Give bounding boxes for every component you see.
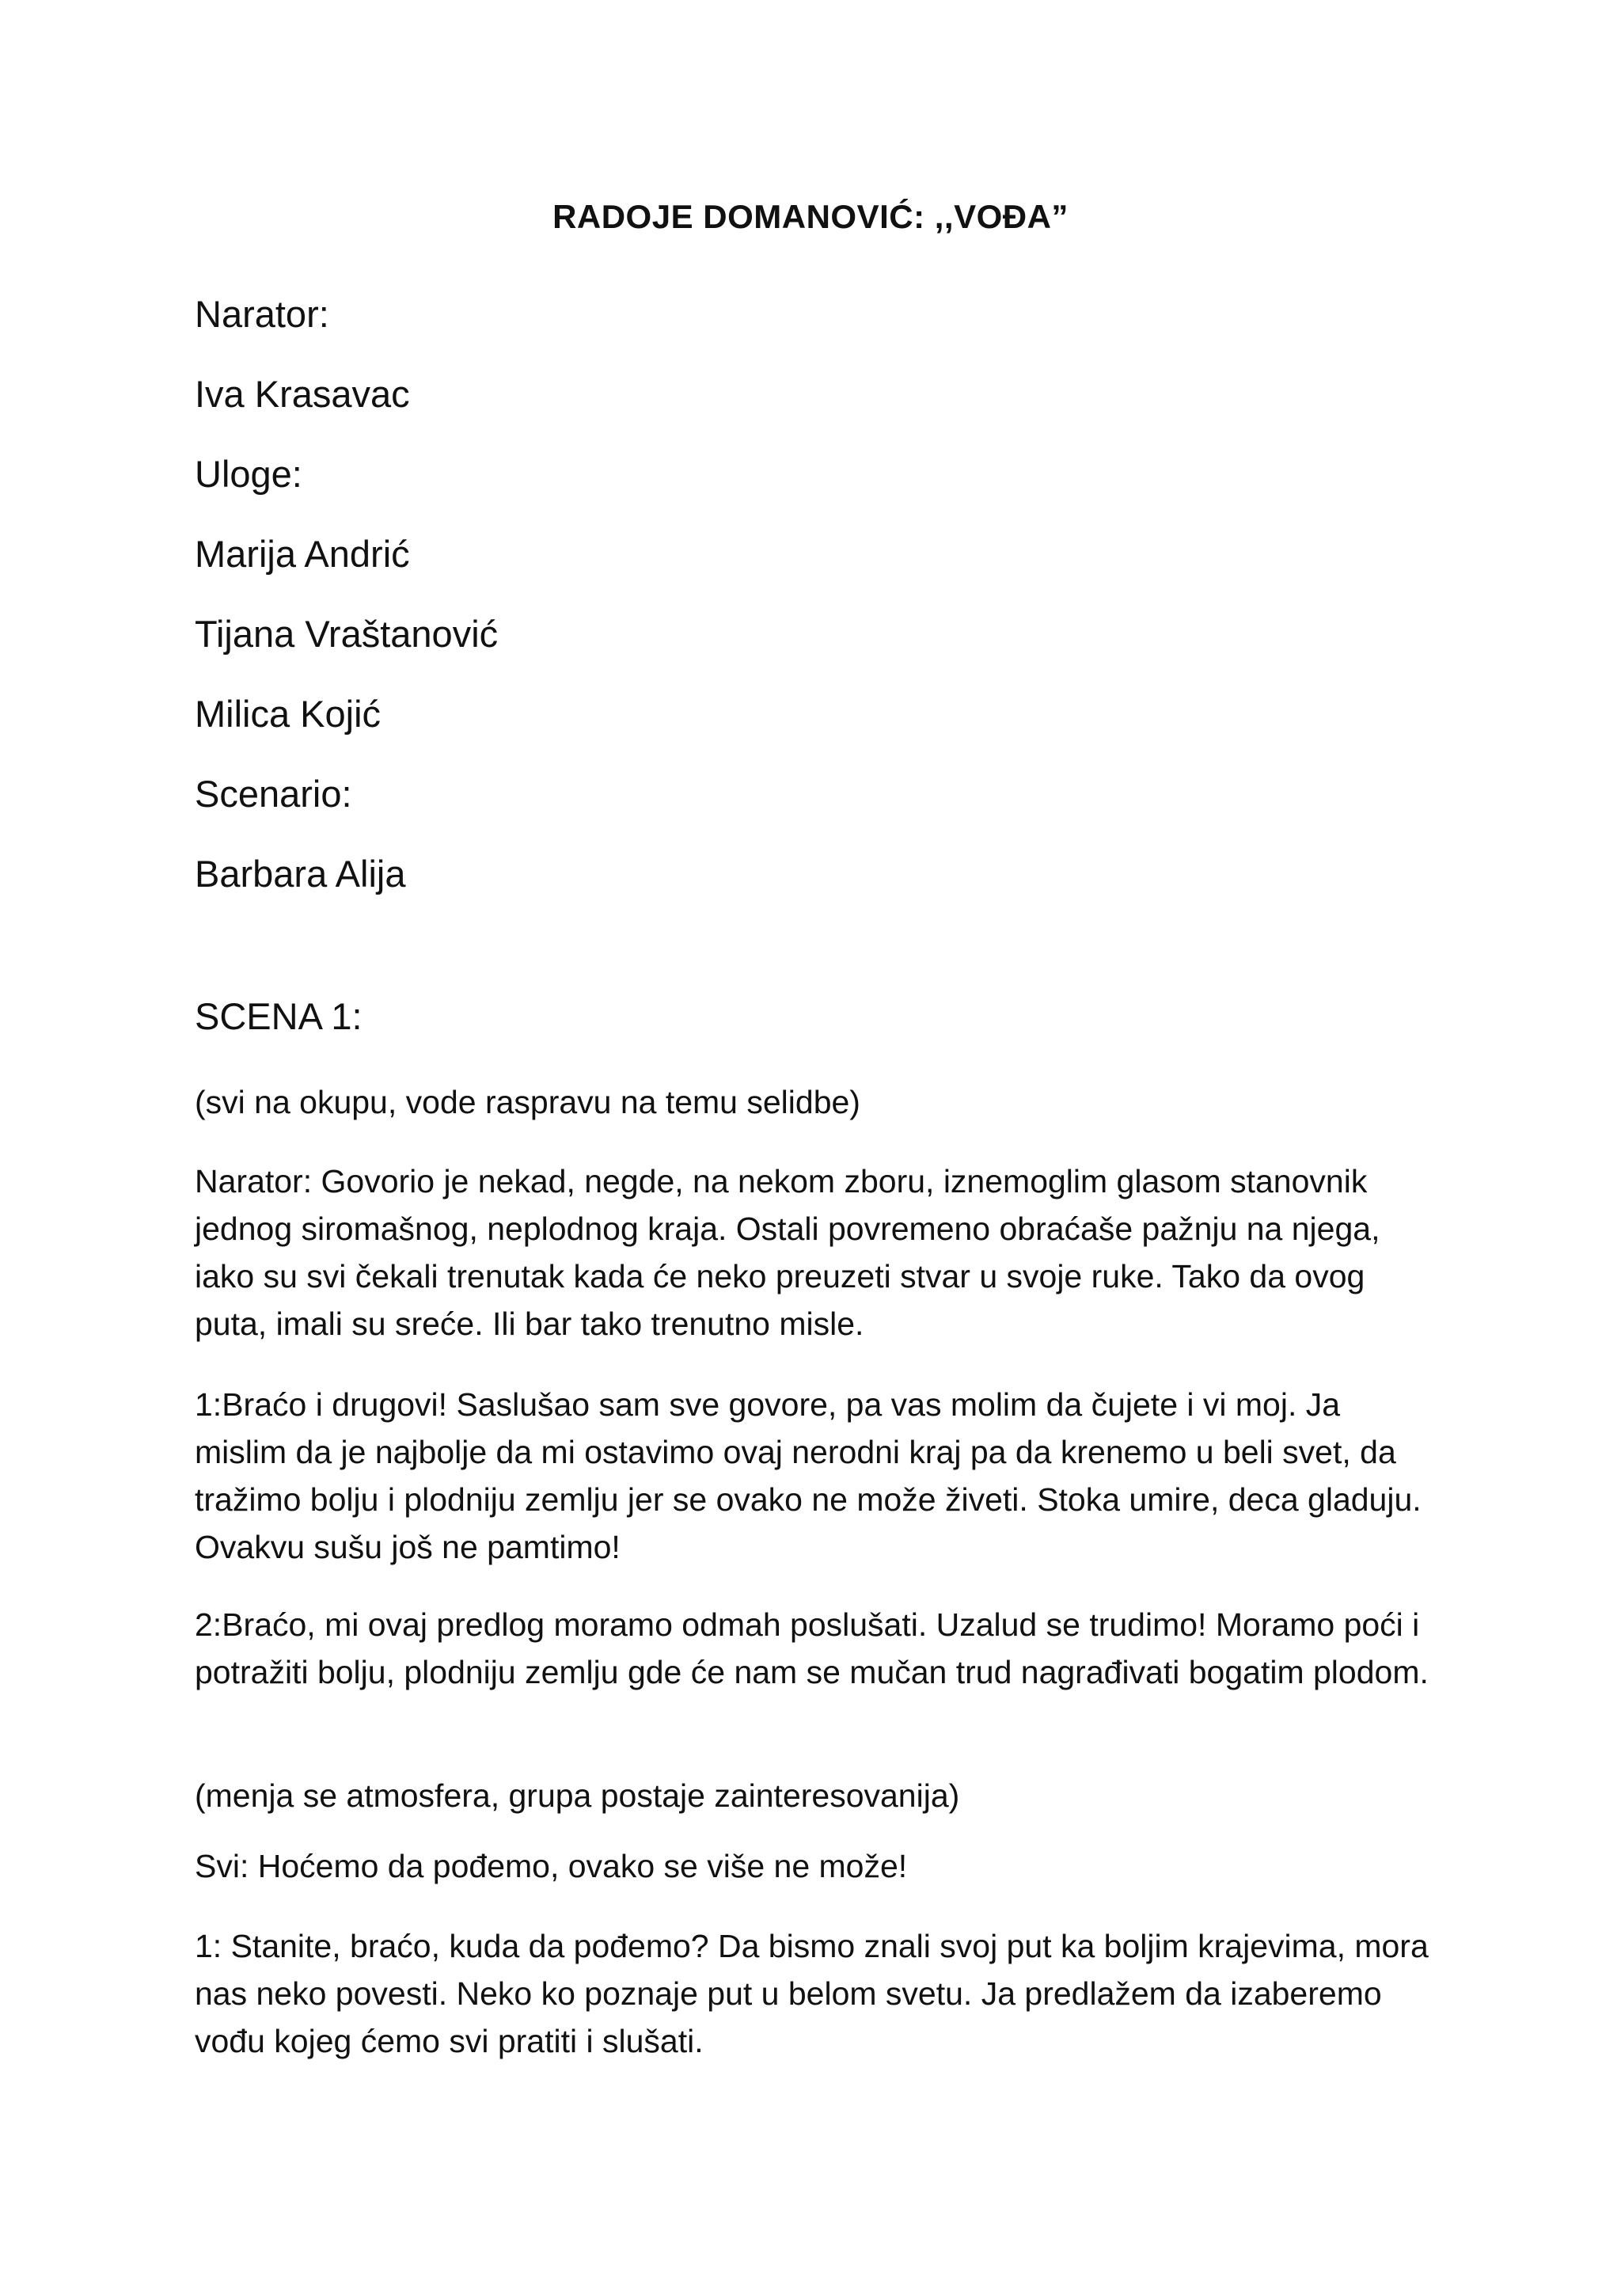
- credit-line-role-3: Milica Kojić: [195, 693, 382, 735]
- stage-direction: (menja se atmosfera, grupa postaje zainteresovanija): [195, 1777, 960, 1814]
- credit-line-narator-name: Iva Krasavac: [195, 373, 410, 415]
- paragraph-narator: Narator: Govorio je nekad, negde, na nekom zboru, iznemoglim glasom stanovnik jednog siromašnog, neplodnog kraja. Ostali povremeno obraćaše pažnju na njega, iako su svi čekali trenutak kada će neko preuzeti stvar u svoje ruke. Tako da ovog puta, imali su sreće. Ili bar tako trenutno misle.: [195, 1163, 1380, 1342]
- credit-line-scenario-name: Barbara Alija: [195, 853, 406, 895]
- credit-line-narator-label: Narator:: [195, 293, 329, 335]
- credit-line-role-2: Tijana Vraštanović: [195, 613, 499, 655]
- paragraph-speaker-1b: 1: Stanite, braćo, kuda da pođemo? Da bismo znali svoj put ka boljim krajevima, mora nas neko povesti. Neko ko poznaje put u belom svetu. Ja predlažem da izaberemo vođu kojeg ćemo svi pratiti i slušati.: [195, 1928, 1429, 2059]
- stage-direction: (svi na okupu, vode raspravu na temu selidbe): [195, 1084, 860, 1120]
- credits-list: [195, 274, 498, 914]
- credit-line-uloge-label: Uloge:: [195, 453, 302, 495]
- document-title: RADOJE DOMANOVIĆ: ,,VOĐA”: [552, 198, 1069, 235]
- credit-line-role-1: Marija Andrić: [195, 533, 410, 575]
- paragraph-speaker-1: 1:Braćo i drugovi! Saslušao sam sve govore, pa vas molim da čujete i vi moj. Ja mislim da je najbolje da mi ostavimo ovaj nerodni kraj pa da krenemo u beli svet, da tražimo bolju i plodniju zemlju jer se ovako ne može živeti. Stoka umire, deca gladuju. Ovakvu sušu još ne pamtimo!: [195, 1386, 1422, 1565]
- scene-heading: SCENA 1:: [195, 995, 363, 1037]
- paragraph-speaker-2: 2:Braćo, mi ovaj predlog moramo odmah poslušati. Uzalud se trudimo! Moramo poći i potražiti bolju, plodniju zemlju gde će nam se mučan trud nagrađivati bogatim plodom.: [195, 1606, 1429, 1690]
- credit-line-scenario-label: Scenario:: [195, 773, 352, 815]
- paragraph-svi: Svi: Hoćemo da pođemo, ovako se više ne može!: [195, 1848, 908, 1884]
